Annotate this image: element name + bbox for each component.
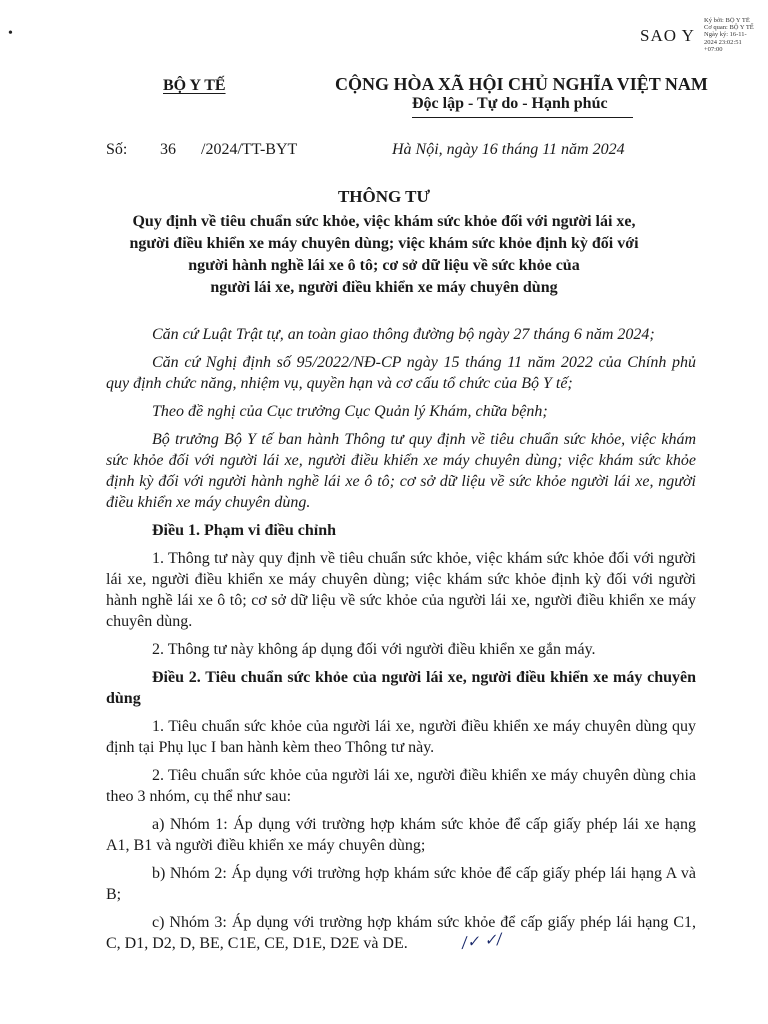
article-1-clause: 1. Thông tư này quy định về tiêu chuẩn sức khỏe, việc khám sức khỏe đối với người lái xe, người điều khiển xe máy chuyên dùng; việc khám sức khỏe định kỳ đối với người hành nghề lái xe ô tô; cơ sở dữ liệu về sức khỏe của người lái xe, người điều khiển xe máy chuyên dùng. [106, 550, 696, 630]
corner-mark: • [8, 26, 13, 41]
signature-signer: Ký bởi: BỘ Y TẾ [704, 17, 750, 24]
signature-timezone: +07:00 [704, 45, 723, 53]
doc-number-value: 36 [160, 141, 176, 158]
national-title: CỘNG HÒA XÃ HỘI CHỦ NGHĨA VIỆT NAM [335, 74, 708, 94]
article-1-clause: 2. Thông tư này không áp dụng đối với người điều khiển xe gắn máy. [152, 641, 596, 658]
article-2-clause-last [106, 912, 696, 954]
handwritten-initials: /✓ ✓/ [460, 929, 503, 952]
subject-line: người hành nghề lái xe ô tô; cơ sở dữ liệu về sức khỏe của [188, 257, 580, 274]
article-2-title: Điều 2. Tiêu chuẩn sức khỏe của người lái xe, người điều khiển xe máy chuyên dùng [106, 669, 696, 707]
legal-basis: Bộ trưởng Bộ Y tế ban hành Thông tư quy định về tiêu chuẩn sức khỏe, việc khám sức khỏe đối với người lái xe, người điều khiển xe máy chuyên dùng; việc khám sức khỏe định kỳ đối với người hành nghề lái xe ô tô; cơ sở dữ liệu về sức khỏe người lái xe, người điều khiển xe máy chuyên dùng. [106, 431, 696, 511]
subject-line: người điều khiển xe máy chuyên dùng; việc khám sức khỏe định kỳ đối với [129, 235, 639, 252]
article-1-title: Điều 1. Phạm vi điều chỉnh [152, 522, 337, 539]
signature-date: Ngày ký: 16-11- [704, 31, 747, 39]
signature-time: 2024 23:02:51 [704, 38, 742, 46]
subject-line: người lái xe, người điều khiển xe máy chuyên dùng [210, 279, 558, 296]
article-2-clause: b) Nhóm 2: Áp dụng với trường hợp khám sức khỏe để cấp giấy phép lái hạng A và B; [106, 865, 696, 903]
place-and-date: Hà Nội, ngày 16 tháng 11 năm 2024 [392, 141, 625, 158]
legal-basis: Căn cứ Nghị định số 95/2022/NĐ-CP ngày 15 tháng 11 năm 2022 của Chính phủ quy định chức năng, nhiệm vụ, quyền hạn và cơ cấu tổ chức của Bộ Y tế; [106, 354, 696, 392]
document-subject [100, 211, 668, 299]
copy-stamp-label: SAO Y [640, 26, 695, 45]
subject-line: Quy định về tiêu chuẩn sức khỏe, việc khám sức khỏe đối với người lái xe, [132, 213, 636, 230]
document-body [106, 324, 696, 961]
document-type: THÔNG TƯ [337, 187, 431, 206]
issuing-agency: BỘ Y TẾ [163, 77, 226, 94]
legal-basis: Căn cứ Luật Trật tự, an toàn giao thông đường bộ ngày 27 tháng 6 năm 2024; [152, 326, 655, 343]
doc-number-label: Số: [106, 141, 128, 158]
motto-underline [412, 117, 633, 118]
signature-agency: Cơ quan: BỘ Y TẾ [704, 24, 754, 32]
article-2-clause: 1. Tiêu chuẩn sức khỏe của người lái xe, người điều khiển xe máy chuyên dùng quy định tại Phụ lục I ban hành kèm theo Thông tư này. [106, 718, 696, 756]
article-2-clause: a) Nhóm 1: Áp dụng với trường hợp khám sức khỏe để cấp giấy phép lái xe hạng A1, B1 và người điều khiển xe máy chuyên dùng; [106, 816, 696, 854]
digital-signature-info [704, 17, 768, 53]
legal-basis: Theo đề nghị của Cục trưởng Cục Quản lý Khám, chữa bệnh; [152, 403, 548, 420]
article-2-clause-text: c) Nhóm 3: Áp dụng với trường hợp khám sức khỏe để cấp giấy phép lái hạng C1, C, D1, D2, D, BE, C1E, CE, D1E, D2E và DE. [106, 914, 696, 952]
national-motto: Độc lập - Tự do - Hạnh phúc [412, 95, 608, 112]
doc-number-suffix: /2024/TT-BYT [201, 141, 298, 158]
article-2-clause: 2. Tiêu chuẩn sức khỏe của người lái xe, người điều khiển xe máy chuyên dùng chia theo 3 nhóm, cụ thể như sau: [106, 767, 696, 805]
